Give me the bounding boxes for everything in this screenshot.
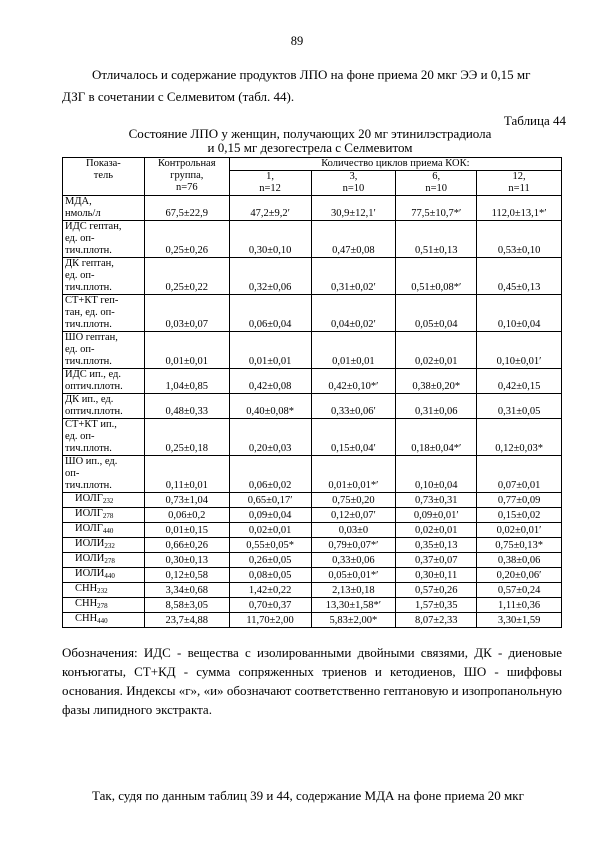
- table-cell: 0,73±1,04: [144, 493, 229, 508]
- table-cell: 0,07±0,01: [477, 456, 562, 493]
- row-label: [63, 523, 145, 538]
- row-label: [63, 583, 145, 598]
- final-paragraph: [62, 786, 562, 805]
- row-label: [63, 419, 145, 456]
- table-cell: 1,11±0,36: [477, 598, 562, 613]
- table-cell: 0,40±0,08*: [229, 394, 311, 419]
- row-label-text: ИОЛГ: [75, 508, 103, 519]
- table-cell: 5,83±2,00*: [311, 613, 396, 628]
- header-row: [63, 158, 562, 171]
- row-label: [63, 568, 145, 583]
- table-cell: 0,01±0,01: [311, 332, 396, 369]
- row-label-text: СТ+КТ геп- тан, ед. оп- тич.плотн.: [65, 295, 119, 330]
- table-row: [63, 493, 562, 508]
- table-label: Таблица 44: [503, 113, 566, 128]
- header-cycle-1: 1, n=12: [229, 171, 311, 196]
- table-cell: 0,20±0,06ʹ: [477, 568, 562, 583]
- intro-line-2: ДЗГ в сочетании с Селмевитом (табл. 44).: [62, 89, 295, 104]
- table-cell: 2,13±0,18: [311, 583, 396, 598]
- table-cell: 0,73±0,31: [396, 493, 477, 508]
- row-label-subscript: 440: [97, 617, 108, 625]
- table-cell: 0,10±0,04: [396, 456, 477, 493]
- table-cell: 23,7±4,88: [144, 613, 229, 628]
- row-label-text: МДА, нмоль/л: [65, 196, 101, 219]
- table-cell: 0,01±0,01: [229, 332, 311, 369]
- row-label-text: СНН: [75, 613, 98, 624]
- row-label: [63, 553, 145, 568]
- table-cell: 3,30±1,59: [477, 613, 562, 628]
- table-cell: 0,42±0,15: [477, 369, 562, 394]
- table-cell: 0,25±0,26: [144, 221, 229, 258]
- table-cell: 0,04±0,02ʹ: [311, 295, 396, 332]
- header-cycles: Количество циклов приема КОК:: [229, 158, 561, 171]
- table-cell: 0,38±0,20*: [396, 369, 477, 394]
- table-cell: 0,09±0,01ʹ: [396, 508, 477, 523]
- table-cell: 0,45±0,13: [477, 258, 562, 295]
- table-row: [63, 419, 562, 456]
- table-cell: 0,51±0,08*ʹ: [396, 258, 477, 295]
- table-cell: 0,48±0,33: [144, 394, 229, 419]
- row-label: [63, 394, 145, 419]
- caption-line-1: Состояние ЛПО у женщин, получающих 20 мг этинилэстрадиола: [128, 126, 492, 141]
- table-row: [63, 553, 562, 568]
- table-cell: 0,38±0,06: [477, 553, 562, 568]
- table-cell: 47,2±9,2ʹ: [229, 196, 311, 221]
- table-cell: 0,03±0: [311, 523, 396, 538]
- table-cell: 0,12±0,03*: [477, 419, 562, 456]
- row-label-subscript: 440: [102, 527, 114, 535]
- table-cell: 0,06±0,02: [229, 456, 311, 493]
- header-cycle-3: 3, n=10: [311, 171, 396, 196]
- row-label: [63, 196, 145, 221]
- row-label: [63, 369, 145, 394]
- data-table: [62, 157, 562, 628]
- table-cell: 0,51±0,13: [396, 221, 477, 258]
- row-label-text: ДК ип., ед. оптич.плотн.: [65, 394, 123, 417]
- table-caption: [60, 127, 560, 155]
- row-label: [63, 332, 145, 369]
- table-cell: 0,25±0,18: [144, 419, 229, 456]
- table-cell: 0,31±0,02ʹ: [311, 258, 396, 295]
- table-row: [63, 369, 562, 394]
- table-cell: 0,12±0,58: [144, 568, 229, 583]
- table-row: [63, 394, 562, 419]
- row-label-subscript: 232: [102, 497, 114, 505]
- table-cell: 0,31±0,05: [477, 394, 562, 419]
- intro-line-1: Отличалось и содержание продуктов ЛПО на фоне приема 20 мкг ЭЭ и 0,15 мг: [92, 67, 531, 82]
- intro-paragraph: [62, 64, 562, 108]
- header-control-group: Контрольная группа, n=76: [144, 158, 229, 196]
- row-label-text: СНН: [75, 598, 98, 609]
- table-cell: 0,15±0,02: [477, 508, 562, 523]
- table-cell: 0,47±0,08: [311, 221, 396, 258]
- table-row: [63, 332, 562, 369]
- table-cell: 0,10±0,01ʹ: [477, 332, 562, 369]
- table-cell: 0,06±0,2: [144, 508, 229, 523]
- row-label-text: ИОЛИ: [75, 538, 105, 549]
- table-cell: 1,04±0,85: [144, 369, 229, 394]
- table-cell: 67,5±22,9: [144, 196, 229, 221]
- table-cell: 0,01±0,01*ʹ: [311, 456, 396, 493]
- table-row: [63, 258, 562, 295]
- table-cell: 0,08±0,05: [229, 568, 311, 583]
- table-row: [63, 568, 562, 583]
- row-label: [63, 258, 145, 295]
- table-cell: 0,79±0,07*ʹ: [311, 538, 396, 553]
- table-cell: 77,5±10,7*ʹ: [396, 196, 477, 221]
- row-label-text: ИОЛГ: [75, 523, 103, 534]
- table-cell: 112,0±13,1*ʹ: [477, 196, 562, 221]
- table-cell: 0,25±0,22: [144, 258, 229, 295]
- table-cell: 0,66±0,26: [144, 538, 229, 553]
- table-row: [63, 523, 562, 538]
- row-label: [63, 613, 145, 628]
- table-cell: 0,33±0,06ʹ: [311, 394, 396, 419]
- table-row: [63, 538, 562, 553]
- table-cell: 0,10±0,04: [477, 295, 562, 332]
- table-row: [63, 613, 562, 628]
- table-cell: 0,01±0,15: [144, 523, 229, 538]
- table-cell: 1,42±0,22: [229, 583, 311, 598]
- table-row: [63, 583, 562, 598]
- row-label-subscript: 232: [97, 587, 108, 595]
- row-label-subscript: 278: [104, 557, 115, 565]
- row-label: [63, 221, 145, 258]
- table-row: [63, 221, 562, 258]
- table-cell: 0,26±0,05: [229, 553, 311, 568]
- table-row: [63, 196, 562, 221]
- table-cell: 0,05±0,04: [396, 295, 477, 332]
- row-label-text: СНН: [75, 583, 98, 594]
- table-cell: 0,42±0,10*ʹ: [311, 369, 396, 394]
- header-cycle-6: 6, n=10: [396, 171, 477, 196]
- table-cell: 0,37±0,07: [396, 553, 477, 568]
- table-cell: 8,58±3,05: [144, 598, 229, 613]
- table-cell: 3,34±0,68: [144, 583, 229, 598]
- table-cell: 0,65±0,17ʹ: [229, 493, 311, 508]
- row-label-subscript: 232: [104, 542, 115, 550]
- row-label: [63, 493, 145, 508]
- table-row: [63, 598, 562, 613]
- table-cell: 0,06±0,04: [229, 295, 311, 332]
- table-cell: 0,35±0,13: [396, 538, 477, 553]
- row-label-text: ИОЛИ: [75, 553, 105, 564]
- row-label: [63, 295, 145, 332]
- table-cell: 0,30±0,11: [396, 568, 477, 583]
- row-label-text: ИОЛГ: [75, 493, 103, 504]
- header-parameter: Показа- тель: [63, 158, 145, 196]
- table-row: [63, 508, 562, 523]
- table-cell: 1,57±0,35: [396, 598, 477, 613]
- table-cell: 0,02±0,01: [396, 523, 477, 538]
- table-cell: 0,57±0,26: [396, 583, 477, 598]
- table-cell: 0,02±0,01: [396, 332, 477, 369]
- table-cell: 0,03±0,07: [144, 295, 229, 332]
- table-cell: 0,75±0,13*: [477, 538, 562, 553]
- table-body: [63, 196, 562, 628]
- table-row: [63, 295, 562, 332]
- table-cell: 13,30±1,58*ʹ: [311, 598, 396, 613]
- row-label-text: ИДС ип., ед. оптич.плотн.: [65, 369, 123, 392]
- table-cell: 0,02±0,01ʹ: [477, 523, 562, 538]
- caption-line-2: и 0,15 мг дезогестрела с Селмевитом: [207, 140, 413, 155]
- row-label: [63, 508, 145, 523]
- row-label-text: ИДС гептан, ед. оп- тич.плотн.: [65, 221, 122, 256]
- table-cell: 0,70±0,37: [229, 598, 311, 613]
- table-cell: 11,70±2,00: [229, 613, 311, 628]
- table-cell: 0,01±0,01: [144, 332, 229, 369]
- row-label-text: ШО гептан, ед. оп- тич.плотн.: [65, 332, 118, 367]
- table-cell: 0,20±0,03: [229, 419, 311, 456]
- table-cell: 8,07±2,33: [396, 613, 477, 628]
- table-cell: 0,31±0,06: [396, 394, 477, 419]
- table-cell: 0,30±0,10: [229, 221, 311, 258]
- row-label: [63, 598, 145, 613]
- row-label-text: ИОЛИ: [75, 568, 105, 579]
- table-cell: 0,12±0,07ʹ: [311, 508, 396, 523]
- page-number: 89: [290, 34, 304, 48]
- table-cell: 0,42±0,08: [229, 369, 311, 394]
- row-label-subscript: 440: [104, 572, 115, 580]
- table-cell: 0,75±0,20: [311, 493, 396, 508]
- row-label-text: ДК гептан, ед. оп- тич.плотн.: [65, 258, 114, 293]
- header-cycle-12: 12, n=11: [477, 171, 562, 196]
- table-cell: 0,02±0,01: [229, 523, 311, 538]
- table-cell: 0,55±0,05*: [229, 538, 311, 553]
- final-line: Так, судя по данным таблиц 39 и 44, содержание МДА на фоне приема 20 мкг: [92, 788, 524, 803]
- row-label: [63, 538, 145, 553]
- table-cell: 0,18±0,04*ʹ: [396, 419, 477, 456]
- table-cell: 0,32±0,06: [229, 258, 311, 295]
- table-cell: 0,30±0,13: [144, 553, 229, 568]
- table-cell: 0,33±0,06: [311, 553, 396, 568]
- table-cell: 0,11±0,01: [144, 456, 229, 493]
- row-label-subscript: 278: [97, 602, 108, 610]
- table-cell: 0,77±0,09: [477, 493, 562, 508]
- row-label: [63, 456, 145, 493]
- row-label-text: СТ+КТ ип., ед. оп- тич.плотн.: [65, 419, 117, 454]
- table-cell: 0,57±0,24: [477, 583, 562, 598]
- table-notes: Обозначения: ИДС - вещества с изолированными двойными связями, ДК - диеновые конъюгаты, СТ+КД - сумма сопряженных триенов и кетодиенов, ШО - шиффовы основания. Индексы «г», «и» обозначают соответственно гептановую и изопропанольную фазы липидного экстракта.: [62, 645, 562, 717]
- table-row: [63, 456, 562, 493]
- table-cell: 30,9±12,1ʹ: [311, 196, 396, 221]
- table-cell: 0,15±0,04ʹ: [311, 419, 396, 456]
- table-cell: 0,53±0,10: [477, 221, 562, 258]
- table-cell: 0,09±0,04: [229, 508, 311, 523]
- table-cell: 0,05±0,01*ʹ: [311, 568, 396, 583]
- row-label-subscript: 278: [102, 512, 114, 520]
- row-label-text: ШО ип., ед. оп- тич.плотн.: [65, 456, 118, 491]
